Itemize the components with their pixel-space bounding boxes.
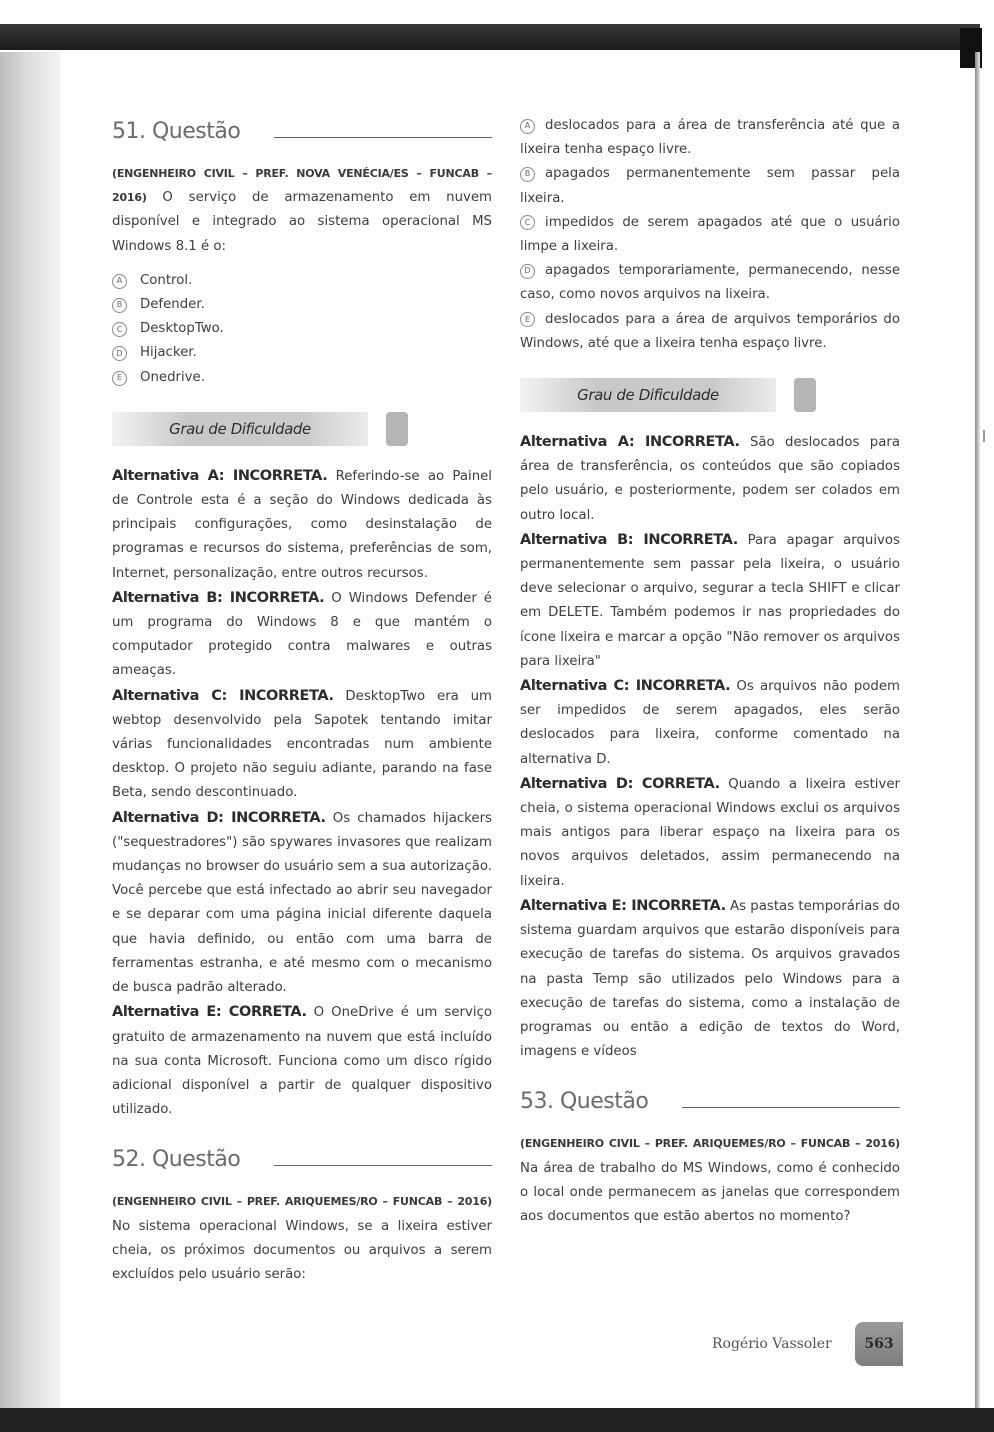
option-c (112, 317, 492, 341)
heading-rule (682, 1107, 900, 1108)
left-binding-shadow (0, 52, 60, 1422)
option-a (112, 269, 492, 293)
answer-text: As pastas temporárias do sistema guardam arquivos que estarão disponíveis para execução de tarefas do sistema. Os arquivos gravados na pasta Temp são utilizados pelo Windows para a execução de tarefas do sistema, como a instalação de programas ou então a edição de textos do Word, imagens e vídeos (520, 898, 901, 1060)
answer-label: Alternativa E: CORRETA. (112, 1004, 307, 1021)
option-b (112, 293, 492, 317)
option-text: Defender. (140, 297, 205, 313)
right-page-edge (975, 52, 980, 1412)
option-letter-icon: D (520, 264, 535, 279)
option-letter-icon: B (112, 298, 127, 313)
option-d (520, 259, 900, 307)
option-letter-icon: D (112, 346, 127, 361)
question-52-heading (112, 1140, 492, 1180)
answer-label: Alternativa C: INCORRETA. (520, 678, 731, 695)
answer-label: Alternativa B: INCORRETA. (112, 589, 325, 606)
answer-b (112, 586, 492, 684)
answer-text: Quando a lixeira estiver cheia, o sistema operacional Windows exclui os arquivos mais antigos para liberar espaço na lixeira para os novos arquivos deletados, assim permanecendo na lixeira. (520, 776, 900, 889)
option-text: apagados temporariamente, permanecendo, nesse caso, como novos arquivos na lixeira. (520, 263, 900, 303)
right-column (520, 114, 900, 1229)
option-d (112, 341, 492, 365)
answer-text: Os arquivos não podem ser impedidos de serem apagados, eles serão deslocados para lixeira, conforme comentado na alternativa D. (520, 679, 900, 767)
question-source: (ENGENHEIRO CIVIL – PREF. ARIQUEMES/RO – FUNCAB – 2016) (112, 1195, 492, 1209)
difficulty-box (112, 412, 492, 448)
option-text: deslocados para a área de arquivos temporários do Windows, até que a lixeira tenha espaço livre. (520, 311, 900, 351)
option-e (520, 308, 900, 356)
answer-label: Alternativa A: INCORRETA. (520, 434, 740, 451)
answer-text: São deslocados para área de transferência, os conteúdos que são copiados pelo usuário, e posteriormente, podem ser colados em outro local. (520, 435, 900, 523)
option-letter-icon: E (112, 371, 127, 386)
question-text: Na área de trabalho do MS Windows, como é conhecido o local onde permanecem as janelas que correspondem aos documentos que estão abertos no momento? (520, 1160, 900, 1224)
answer-text: DesktopTwo era um webtop desenvolvido pela Sapotek tentando imitar várias funcionalidades encontradas num ambiente desktop. O projeto não seguiu adiante, parando na fase Beta, sendo descontinuado. (112, 688, 493, 801)
answer-b (520, 528, 900, 674)
option-letter-icon: E (520, 312, 535, 327)
question-52-title: 52. Questão (112, 1147, 241, 1173)
margin-mark (983, 430, 985, 442)
difficulty-level-indicator (386, 412, 408, 446)
page-number: 563 (855, 1322, 903, 1366)
answer-text: Para apagar arquivos permanentemente sem passar pela lixeira, o usuário deve selecionar o arquivo, segurar a tecla SHIFT e clicar em DELETE. Também podemos ir nas propriedades do ícone lixeira e marcar a opção "Não remover os arquivos para lixeira" (520, 532, 900, 669)
footer-author: Rogério Vassoler (712, 1336, 832, 1352)
top-scan-border (0, 0, 994, 52)
option-letter-icon: A (520, 119, 535, 134)
option-letter-icon: C (112, 322, 127, 337)
option-text: deslocados para a área de transferência até que a lixeira tenha espaço livre. (520, 118, 900, 158)
question-text: No sistema operacional Windows, se a lixeira estiver cheia, os próximos documentos ou arquivos a serem excluídos pelo usuário serão: (112, 1218, 492, 1282)
answer-label: Alternativa A: INCORRETA. (112, 467, 328, 484)
option-text: DesktopTwo. (140, 321, 224, 337)
difficulty-box (520, 378, 900, 414)
answer-text: Os chamados hijackers ("sequestradores") são spywares invasores que realizam mudanças no browser do usuário sem a sua autorização. Você percebe que está infectado ao abrir seu navegador e se deparar com uma página inicial diferente daquela que havia definido, ou então com uma barra de ferramentas estranha, e até mesmo com o mecanismo de busca padrão alterado. (112, 810, 492, 996)
answer-a (112, 464, 492, 586)
question-53-title: 53. Questão (520, 1089, 649, 1115)
option-text: Control. (140, 272, 193, 288)
top-dark-band (0, 24, 980, 50)
option-letter-icon: B (520, 167, 535, 182)
question-51-options (112, 269, 492, 390)
answer-e (112, 1000, 492, 1122)
question-51-heading (112, 112, 492, 152)
option-c (520, 211, 900, 259)
option-text: Hijacker. (140, 345, 197, 361)
answer-text: Referindo-se ao Painel de Controle esta é a seção do Windows dedicada às principais configurações, como desinstalação de programas e recursos do sistema, preferências de som, Internet, personalização, entre outros recursos. (112, 468, 492, 581)
option-text: Onedrive. (140, 369, 205, 385)
option-letter-icon: A (112, 274, 127, 289)
heading-rule (274, 137, 492, 138)
question-53-heading (520, 1082, 900, 1122)
question-52-stem (112, 1190, 492, 1287)
answer-text: O OneDrive é um serviço gratuito de armazenamento na nuvem que está incluído na sua conta Microsoft. Funciona como um disco rígido adicional disponível a partir de qualquer dispositivo utilizado. (112, 1005, 492, 1118)
answer-label: Alternativa B: INCORRETA. (520, 531, 738, 548)
option-text: impedidos de serem apagados até que o usuário limpe a lixeira. (520, 214, 900, 255)
difficulty-label: Grau de Dificuldade (169, 419, 311, 438)
answer-label: Alternativa D: INCORRETA. (112, 809, 326, 826)
option-letter-icon: C (520, 215, 535, 230)
answer-text: O Windows Defender é um programa do Windows 8 e que mantém o computador protegido contra malwares e outras ameaças. (112, 590, 492, 679)
question-source: (ENGENHEIRO CIVIL – PREF. NOVA VENÉCIA/ES – FUNCAB – 2016) (112, 167, 492, 205)
option-e (112, 366, 492, 390)
difficulty-label-bar (520, 378, 776, 412)
difficulty-label: Grau de Dificuldade (577, 385, 719, 404)
answer-d (520, 772, 900, 894)
question-51-stem (112, 162, 492, 259)
answer-c (112, 684, 492, 806)
bottom-scan-border (0, 1408, 994, 1432)
answer-d (112, 806, 492, 1001)
difficulty-label-bar (112, 412, 368, 446)
answer-label: Alternativa C: INCORRETA. (112, 687, 334, 704)
question-source: (ENGENHEIRO CIVIL – PREF. ARIQUEMES/RO – FUNCAB – 2016) (520, 1137, 900, 1151)
answer-c (520, 674, 900, 772)
answer-a (520, 430, 900, 528)
answer-e (520, 894, 900, 1064)
question-51-title: 51. Questão (112, 118, 241, 144)
answer-label: Alternativa E: INCORRETA. (520, 897, 726, 914)
option-b (520, 162, 900, 210)
question-text: O serviço de armazenamento em nuvem disponível e integrado ao sistema operacional MS Windows 8.1 é o: (112, 190, 492, 254)
option-text: apagados permanentemente sem passar pela lixeira. (520, 166, 900, 206)
option-a (520, 114, 900, 162)
question-53-stem (520, 1132, 900, 1229)
difficulty-level-indicator (794, 378, 816, 412)
heading-rule (274, 1165, 492, 1166)
left-column (112, 112, 492, 1287)
answer-label: Alternativa D: CORRETA. (520, 775, 720, 792)
question-52-options (520, 114, 900, 356)
